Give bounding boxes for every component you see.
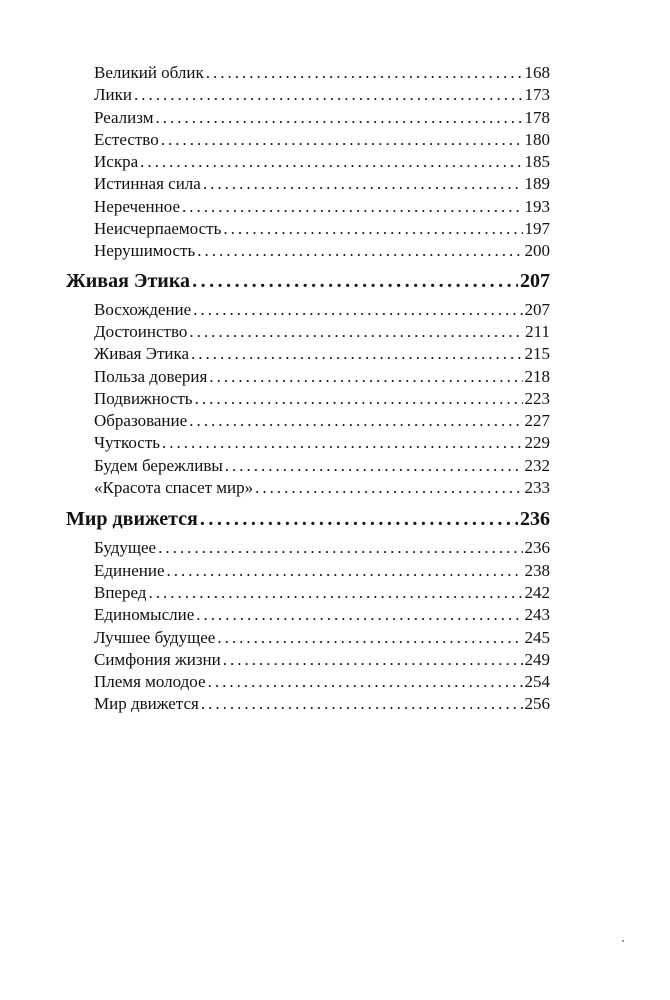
dot-leader [191,344,522,364]
toc-entry [66,411,550,433]
toc-entry [66,561,550,583]
entry-page-number: 236 [524,538,550,558]
entry-page-number: 242 [524,582,550,602]
section-page-number: 236 [520,508,550,531]
dot-leader [140,152,522,172]
dot-leader [167,561,523,581]
toc-entry [66,322,550,344]
toc-entry [66,538,550,560]
toc-entry [66,389,550,411]
entry-page-number: 232 [524,455,550,475]
entry-title: Живая Этика [94,344,190,364]
dot-leader [158,538,522,558]
dot-leader [195,389,523,409]
dot-leader [201,694,523,714]
entry-title: Достоинство [94,321,188,341]
entry-title: Лики [94,85,132,105]
dot-leader [192,270,518,293]
entry-page-number: 223 [524,388,550,408]
entry-page-number: 243 [524,605,550,625]
toc-entry [66,367,550,389]
entry-page-number: 229 [524,433,550,453]
entry-page-number: 227 [524,411,550,431]
dot-leader [255,478,522,498]
entry-title: Будем бережливы [94,455,223,475]
entry-page-number: 185 [524,152,550,172]
toc-entry [66,456,550,478]
dot-leader [182,197,523,217]
entry-page-number: 249 [524,649,550,669]
entry-title: Естество [94,129,159,149]
dot-leader [200,508,518,531]
entry-title: Польза доверия [94,366,208,386]
entry-page-number: 193 [524,196,550,216]
dot-leader [223,650,523,670]
toc-entry [66,130,550,152]
dot-leader [156,108,523,128]
dot-leader [162,433,522,453]
section-title: Мир движется [66,508,198,531]
entry-page-number: 200 [524,241,550,261]
entry-title: Неисчерпаемость [94,219,222,239]
toc-entry [66,152,550,174]
toc-entry [66,344,550,366]
entry-title: Восхождение [94,299,192,319]
toc-entry [66,478,550,500]
dot-leader [189,411,522,431]
entry-title: Подвижность [94,388,193,408]
entry-page-number: 245 [524,627,550,647]
dot-leader [134,85,523,105]
entry-title: Будущее [94,538,157,558]
entry-title: Нерушимость [94,241,196,261]
toc-entry [66,85,550,107]
entry-page-number: 218 [524,366,550,386]
entry-title: Нереченное [94,196,180,216]
toc-entry [66,63,550,85]
entry-title: Вперед [94,582,147,602]
paper-speck [622,940,624,942]
entry-title: Искра [94,152,139,172]
entry-title: Племя молодое [94,672,206,692]
dot-leader [148,583,522,603]
toc-entry [66,628,550,650]
entry-title: Реализм [94,107,154,127]
toc-entry [66,241,550,263]
dot-leader [217,628,522,648]
toc-entry [66,583,550,605]
toc-entry [66,433,550,455]
entry-title: Истинная сила [94,174,201,194]
entry-title: Единомыслие [94,605,195,625]
entry-page-number: 173 [524,85,550,105]
section-page-number: 207 [520,269,550,292]
toc-section-heading [66,270,550,295]
entry-title: Лучшее будущее [94,627,216,647]
entry-title: Симфония жизни [94,649,221,669]
dot-leader [208,672,523,692]
entry-page-number: 178 [524,107,550,127]
entry-page-number: 254 [524,672,550,692]
dot-leader [206,63,523,83]
dot-leader [189,322,523,342]
entry-title: «Красота спасет мир» [94,478,254,498]
entry-page-number: 168 [524,63,550,82]
entry-title: Единение [94,560,165,580]
dot-leader [161,130,523,150]
dot-leader [209,367,522,387]
section-title: Живая Этика [66,269,191,292]
entry-page-number: 233 [524,478,550,498]
entry-title: Чуткость [94,433,161,453]
entry-title: Великий облик [94,63,204,82]
entry-title: Мир движется [94,694,199,714]
entry-title: Образование [94,411,188,431]
dot-leader [196,605,522,625]
toc-entry [66,219,550,241]
entry-page-number: 180 [524,129,550,149]
toc-section-heading [66,508,550,533]
dot-leader [223,219,522,239]
dot-leader [203,174,523,194]
toc-entry [66,197,550,219]
table-of-contents [66,63,550,717]
toc-entry [66,650,550,672]
toc-entry [66,672,550,694]
entry-page-number: 211 [525,321,550,341]
dot-leader [197,241,522,261]
entry-page-number: 197 [524,219,550,239]
toc-entry [66,300,550,322]
toc-entry [66,174,550,196]
entry-page-number: 238 [524,560,550,580]
entry-page-number: 189 [524,174,550,194]
entry-page-number: 256 [524,694,550,714]
entry-page-number: 215 [524,344,550,364]
toc-entry [66,605,550,627]
dot-leader [193,300,522,320]
toc-entry [66,108,550,130]
dot-leader [225,456,523,476]
toc-entry [66,694,550,716]
entry-page-number: 207 [524,299,550,319]
